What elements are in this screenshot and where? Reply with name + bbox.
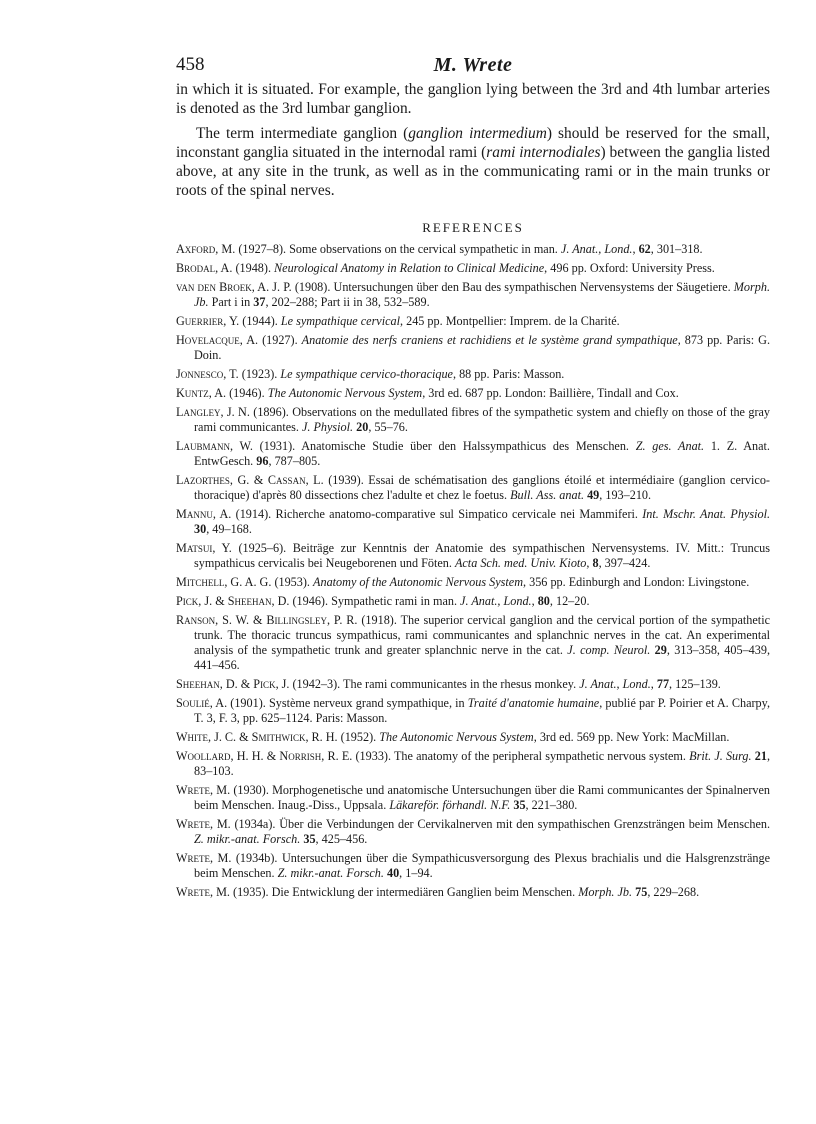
reference-author: Sheehan, D. & Pick, J. xyxy=(176,677,290,691)
reference-title-italic: Le sympathique cervico-thoracique xyxy=(280,367,453,381)
paragraph-2 xyxy=(176,124,770,200)
p2-text-a: The term intermediate ganglion ( xyxy=(196,125,409,142)
reference-text: , 496 pp. Oxford: University Press. xyxy=(544,261,715,275)
references-heading: REFERENCES xyxy=(422,220,524,235)
reference-author: Wrete, M. xyxy=(176,817,231,831)
reference-title-italic: J. comp. Neurol. xyxy=(567,643,651,657)
reference-pages: , 425–456. xyxy=(315,832,368,846)
reference-author: Matsui, Y. xyxy=(176,541,232,555)
p2-term-latin-2: rami internodiales xyxy=(486,144,601,161)
reference-entry xyxy=(176,473,770,503)
p2-term-latin-1: ganglion intermedium xyxy=(408,125,547,142)
reference-author: Soulié, A. xyxy=(176,696,228,710)
reference-text: , xyxy=(531,594,538,608)
reference-text: (1931). Anatomische Studie über den Halssympathicus des Menschen. xyxy=(252,439,636,453)
reference-pages: , 125–139. xyxy=(669,677,721,691)
reference-text: , 3rd ed. 569 pp. New York: MacMillan. xyxy=(533,730,730,744)
reference-title-italic: Anatomie des nerfs craniens et rachidiens et le système grand sympathique xyxy=(301,333,678,347)
reference-author: Pick, J. & Sheehan, D. xyxy=(176,594,290,608)
reference-entry xyxy=(176,314,770,329)
reference-title-italic: Bull. Ass. anat. xyxy=(510,488,585,502)
running-header xyxy=(176,54,770,80)
reference-text: 1. Z. Anat. EntwGesch. xyxy=(194,439,770,468)
reference-entry xyxy=(176,730,770,745)
reference-text: (1923). xyxy=(238,367,281,381)
reference-title-italic: J. Anat., Lond. xyxy=(460,594,532,608)
references-list xyxy=(176,242,770,900)
reference-text: (1896). Observations on the medullated fibres of the sympathetic system and chiefly on those of the gray rami communicantes. xyxy=(194,405,771,434)
reference-entry xyxy=(176,749,770,779)
reference-text: (1914). Richerche anatomo-comparative sul Simpatico cervicale nei Mammiferi. xyxy=(231,507,643,521)
running-author: M. Wrete xyxy=(433,54,513,76)
reference-title-italic: Traité d'anatomie humaine xyxy=(467,696,600,710)
reference-author: Lazorthes, G. & Cassan, L. xyxy=(176,473,324,487)
reference-author: Jonnesco, T. xyxy=(176,367,239,381)
reference-pages: , 221–380. xyxy=(525,798,578,812)
reference-text: , 3rd ed. 687 pp. London: Baillière, Tindall and Cox. xyxy=(422,386,679,400)
reference-author: Brodal, A. xyxy=(176,261,233,275)
reference-title-italic: Morph. Jb. xyxy=(578,885,633,899)
reference-pages: , 301–318. xyxy=(650,242,703,256)
reference-text: , publié par P. Poirier et A. Charpy, T. 3, F. 3, pp. 625–1124. Paris: Masson. xyxy=(194,696,770,725)
p2-text-e: ) between the ganglia listed above, at any site in the trunk, as well as in the communicating rami or in the main trunks or roots of the spinal nerves. xyxy=(176,144,770,199)
reference-text: (1918). The superior cervical ganglion and the cervical portion of the sympathetic trunk. The thoracic truncus sympathicus, rami communicantes and splanchnic nerves in the cat. An experimental analysis of the sympathetic trunk and greater splanchnic nerve in the cat. xyxy=(194,613,770,657)
reference-title-italic: J. Anat., Lond. xyxy=(579,677,651,691)
reference-title-italic: Morph. Jb. xyxy=(194,280,771,309)
reference-text: (1952). xyxy=(337,730,380,744)
reference-pages: , 787–805. xyxy=(268,454,321,468)
reference-pages: , 202–288; Part ii in 38, 532–589. xyxy=(265,295,430,309)
reference-entry xyxy=(176,439,770,469)
reference-author: Axford, M. xyxy=(176,242,236,256)
reference-entry xyxy=(176,885,770,900)
reference-text: (1934a). Über die Verbindungen der Cervikalnerven mit den sympathischen Grenzsträngen beim Menschen. xyxy=(230,817,770,831)
reference-text: (1930). Morphogenetische und anatomische Untersuchungen über die Rami communicantes der Spinalnerven beim Menschen. Inaug.-Diss., Uppsala. xyxy=(194,783,770,812)
reference-entry xyxy=(176,367,770,382)
reference-entry xyxy=(176,333,770,363)
reference-pages: , 229–268. xyxy=(647,885,700,899)
reference-author: White, J. C. & Smithwick, R. H. xyxy=(176,730,338,744)
reference-text: (1927). xyxy=(258,333,302,347)
reference-entry xyxy=(176,677,770,692)
reference-author: Langley, J. N. xyxy=(176,405,250,419)
body-text xyxy=(176,80,770,200)
reference-author: Mitchell, G. A. G. xyxy=(176,575,272,589)
reference-title-italic: Int. Mschr. Anat. Physiol. xyxy=(642,507,770,521)
reference-pages: , 1–94. xyxy=(399,866,433,880)
reference-pages: , 313–358, 405–439, 441–456. xyxy=(194,643,770,672)
reference-entry xyxy=(176,783,770,813)
reference-title-italic: Z. mikr.-anat. Forsch. xyxy=(277,866,384,880)
reference-author: Ranson, S. W. & Billingsley, P. R. xyxy=(176,613,358,627)
reference-text: (1908). Untersuchungen über den Bau des sympathischen Nervensystems der Säugetiere. xyxy=(291,280,734,294)
reference-text: (1946). Sympathetic rami in man. xyxy=(289,594,461,608)
reference-author: Wrete, M. xyxy=(176,783,231,797)
reference-entry xyxy=(176,594,770,609)
reference-title-italic: The Autonomic Nervous System xyxy=(267,386,423,400)
reference-text: , 873 pp. Paris: G. Doin. xyxy=(194,333,771,362)
reference-text: (1901). Système nerveux grand sympathique, in xyxy=(227,696,468,710)
reference-title-italic: Z. mikr.-anat. Forsch. xyxy=(194,832,301,846)
reference-title-italic: Acta Sch. med. Univ. Kioto xyxy=(454,556,587,570)
reference-volume: 20 xyxy=(356,420,369,434)
reference-volume: 29 xyxy=(654,643,667,657)
reference-author: Guerrier, Y. xyxy=(176,314,240,328)
reference-author: Hovelacque, A. xyxy=(176,333,259,347)
reference-entry xyxy=(176,386,770,401)
reference-text: , xyxy=(632,242,639,256)
reference-title-italic: Läkareför. förhandl. N.F. xyxy=(389,798,511,812)
reference-text: (1935). Die Entwicklung der intermediären Ganglien beim Menschen. xyxy=(229,885,579,899)
reference-text: (1934b). Untersuchungen über die Sympathicusversorgung des Plexus brachialis und die Halsgrenzstränge beim Menschen. xyxy=(194,851,770,880)
reference-entry xyxy=(176,817,770,847)
reference-text: , 88 pp. Paris: Masson. xyxy=(452,367,565,381)
reference-author: van den Broek, A. J. P. xyxy=(176,280,292,294)
reference-title-italic: J. Anat., Lond. xyxy=(560,242,633,256)
reference-volume: 35 xyxy=(303,832,316,846)
paragraph-1: in which it is situated. For example, the ganglion lying between the 3rd and 4th lumbar arteries is denoted as the 3rd lumbar ganglion. xyxy=(176,81,770,117)
reference-text: (1933). The anatomy of the peripheral sympathetic nervous system. xyxy=(352,749,690,763)
reference-author: Wrete, M. xyxy=(176,885,230,899)
reference-text: (1944). xyxy=(239,314,281,328)
reference-author: Wrete, M. xyxy=(176,851,232,865)
reference-entry xyxy=(176,405,770,435)
reference-text: (1939). Essai de schématisation des ganglions étoilé et intermédiaire (ganglion cervico-thoracique) d'après 80 dissections chez l'adulte et chez le foetus. xyxy=(194,473,770,502)
p2-text-c: ) should be reserved for the small, inconstant ganglia situated in the internodal rami ( xyxy=(176,125,770,161)
reference-volume: 80 xyxy=(537,594,550,608)
reference-pages: , 193–210. xyxy=(599,488,652,502)
reference-title-italic: Neurological Anatomy in Relation to Clinical Medicine xyxy=(274,261,545,275)
reference-title-italic: Z. ges. Anat. xyxy=(635,439,705,453)
reference-pages: , 49–168. xyxy=(206,522,252,536)
reference-volume: 49 xyxy=(587,488,600,502)
reference-pages: , 12–20. xyxy=(549,594,590,608)
reference-entry xyxy=(176,613,770,673)
reference-text: , xyxy=(650,677,657,691)
reference-text: (1948). xyxy=(232,261,275,275)
reference-entry xyxy=(176,851,770,881)
reference-entry xyxy=(176,242,770,257)
reference-entry xyxy=(176,541,770,571)
reference-entry xyxy=(176,696,770,726)
reference-volume: 62 xyxy=(638,242,651,256)
reference-author: Kuntz, A. xyxy=(176,386,227,400)
reference-entry xyxy=(176,261,770,276)
reference-text: (1927–8). Some observations on the cervical sympathetic in man. xyxy=(235,242,561,256)
page-number: 458 xyxy=(176,54,205,75)
reference-entry xyxy=(176,575,770,590)
reference-pages: , 397–424. xyxy=(598,556,651,570)
reference-volume: 35 xyxy=(513,798,526,812)
reference-text: (1942–3). The rami communicantes in the rhesus monkey. xyxy=(289,677,580,691)
reference-volume: 96 xyxy=(256,454,269,468)
reference-text: , xyxy=(586,556,593,570)
reference-volume: 77 xyxy=(656,677,670,691)
reference-author: Laubmann, W. xyxy=(176,439,253,453)
reference-text: , 245 pp. Montpellier: Imprem. de la Charité. xyxy=(400,314,620,328)
reference-author: Woollard, H. H. & Norrish, R. E. xyxy=(176,749,353,763)
reference-title-italic: Anatomy of the Autonomic Nervous System xyxy=(313,575,524,589)
reference-volume: 8 xyxy=(592,556,599,570)
reference-pages: , 55–76. xyxy=(368,420,408,434)
reference-volume: 21 xyxy=(754,749,767,763)
reference-author: Mannu, A. xyxy=(176,507,232,521)
reference-volume: 40 xyxy=(386,866,400,880)
reference-title-italic: The Autonomic Nervous System xyxy=(379,730,534,744)
page xyxy=(176,54,770,904)
reference-title-italic: Brit. J. Surg. xyxy=(689,749,752,763)
reference-entry xyxy=(176,280,770,310)
reference-text: Part i in xyxy=(208,295,254,309)
reference-text: (1925–6). Beiträge zur Kenntnis der Anatomie des sympathischen Nervensystems. IV. Mitt.: Truncus sympathicus cervicalis bei Neugeborenen und Föten. xyxy=(194,541,770,570)
reference-pages: , 83–103. xyxy=(194,749,770,778)
reference-title-italic: J. Physiol. xyxy=(301,420,354,434)
reference-text: (1946). xyxy=(226,386,268,400)
reference-volume: 30 xyxy=(194,522,207,536)
reference-title-italic: Le sympathique cervical xyxy=(280,314,400,328)
reference-volume: 37 xyxy=(253,295,266,309)
reference-text: , 356 pp. Edinburgh and London: Livingstone. xyxy=(523,575,750,589)
reference-entry xyxy=(176,507,770,537)
reference-volume: 75 xyxy=(635,885,648,899)
reference-text: (1953). xyxy=(271,575,314,589)
